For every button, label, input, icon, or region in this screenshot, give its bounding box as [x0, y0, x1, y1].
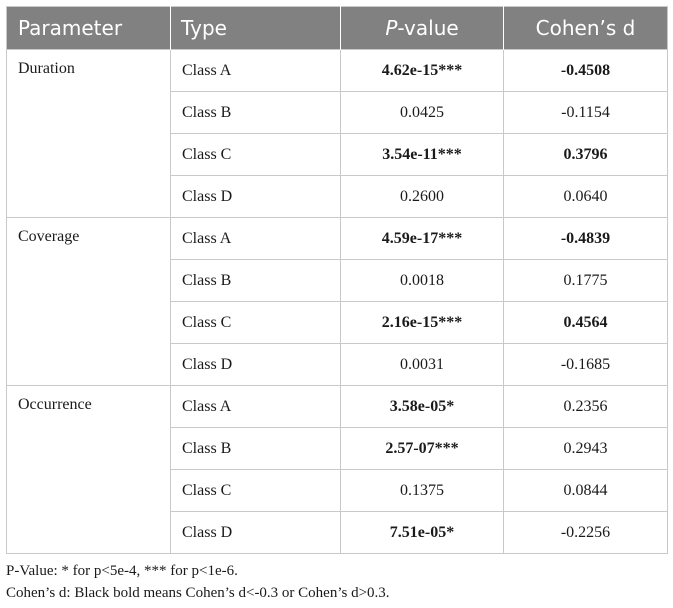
pvalue-cell: 0.0425	[341, 92, 504, 134]
table-body	[7, 50, 668, 554]
table-notes	[6, 560, 390, 604]
parameter-cell: Coverage	[7, 218, 171, 386]
type-cell: Class B	[171, 428, 341, 470]
pvalue-cell: 0.0031	[341, 344, 504, 386]
cohens-d-cell: -0.2256	[504, 512, 668, 554]
header-cohens-d: Cohen’s d	[504, 7, 668, 50]
table-row	[7, 50, 668, 92]
type-cell: Class C	[171, 302, 341, 344]
cohens-d-cell: 0.0640	[504, 176, 668, 218]
pvalue-cell: 7.51e-05*	[341, 512, 504, 554]
pvalue-cell: 4.62e-15***	[341, 50, 504, 92]
type-cell: Class D	[171, 512, 341, 554]
cohens-d-cell: 0.4564	[504, 302, 668, 344]
header-type: Type	[171, 7, 341, 50]
type-cell: Class B	[171, 260, 341, 302]
header-pvalue	[341, 7, 504, 50]
pvalue-cell: 2.57-07***	[341, 428, 504, 470]
pvalue-cell: 0.0018	[341, 260, 504, 302]
cohens-d-cell: 0.2943	[504, 428, 668, 470]
cohens-d-cell: -0.1685	[504, 344, 668, 386]
type-cell: Class A	[171, 50, 341, 92]
type-cell: Class A	[171, 386, 341, 428]
note-cohens-d: Cohen’s d: Black bold means Cohen’s d<-0.3 or Cohen’s d>0.3.	[6, 585, 390, 601]
pvalue-cell: 3.58e-05*	[341, 386, 504, 428]
pvalue-cell: 4.59e-17***	[341, 218, 504, 260]
type-cell: Class A	[171, 218, 341, 260]
type-cell: Class D	[171, 176, 341, 218]
type-cell: Class D	[171, 344, 341, 386]
header-row	[7, 7, 668, 50]
parameter-cell: Duration	[7, 50, 171, 218]
header-parameter: Parameter	[7, 7, 171, 50]
cohens-d-cell: 0.2356	[504, 386, 668, 428]
cohens-d-cell: -0.4508	[504, 50, 668, 92]
type-cell: Class C	[171, 134, 341, 176]
cohens-d-cell: 0.3796	[504, 134, 668, 176]
cohens-d-cell: -0.4839	[504, 218, 668, 260]
type-cell: Class C	[171, 470, 341, 512]
cohens-d-cell: 0.0844	[504, 470, 668, 512]
table-row	[7, 218, 668, 260]
pvalue-cell: 3.54e-11***	[341, 134, 504, 176]
type-cell: Class B	[171, 92, 341, 134]
header-pvalue-p: P	[385, 16, 398, 40]
cohens-d-cell: -0.1154	[504, 92, 668, 134]
cohens-d-cell: 0.1775	[504, 260, 668, 302]
pvalue-cell: 2.16e-15***	[341, 302, 504, 344]
table-row	[7, 386, 668, 428]
header-pvalue-rest: -value	[397, 16, 459, 40]
pvalue-cell: 0.2600	[341, 176, 504, 218]
parameter-cell: Occurrence	[7, 386, 171, 554]
pvalue-cell: 0.1375	[341, 470, 504, 512]
note-pvalue: P-Value: * for p<5e-4, *** for p<1e-6.	[6, 563, 238, 579]
results-table	[6, 6, 668, 554]
